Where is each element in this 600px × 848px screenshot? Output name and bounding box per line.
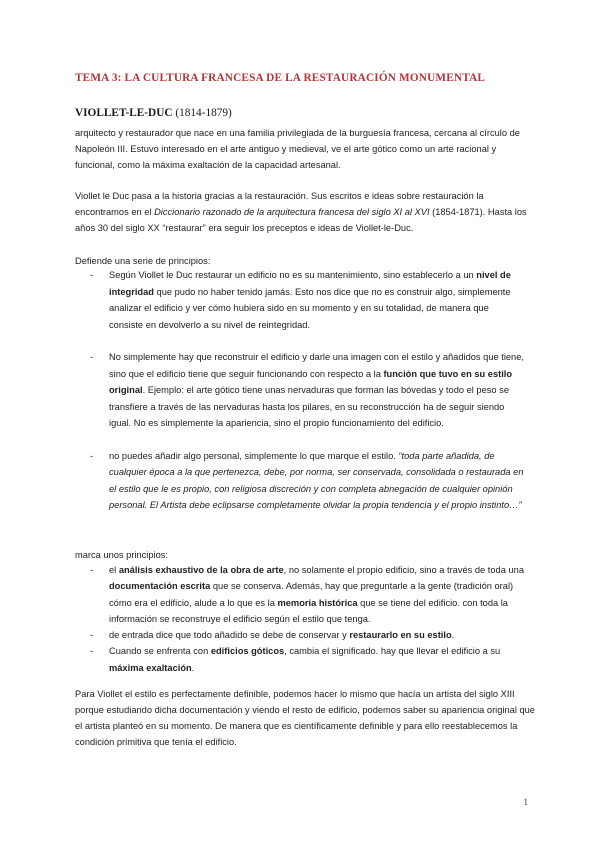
list-item xyxy=(90,562,525,627)
text-run: No simplemente hay que reconstruir el edificio y darle una imagen con el estilo y añadidos que tiene, sino que el edificio tiene que seguir funcionando con respecto a la xyxy=(109,352,524,379)
text-run: el xyxy=(109,565,119,575)
bold-text: memoria histórica xyxy=(277,597,358,608)
heading-name: VIOLLET-LE-DUC xyxy=(75,107,173,119)
text-run: (1854-1871). Hasta los años 30 del siglo XX “restaurar” era seguir los preceptos e ideas de Viollet-le-Duc. xyxy=(75,207,527,233)
text-run: . xyxy=(451,630,455,641)
paragraph-restoration xyxy=(75,188,535,236)
quote-text: “toda parte añadida, de cualquier época a la que pertenezca, debe, por norma, ser conservada, consolidada o restaurada en el estilo que le es propio, con religiosa discreción y con completa abnegación de cualquier opinión personal. El Artista debe eclipsarse completamente olvidar la propia tendencia y el propio instinto…” xyxy=(109,450,524,510)
list-item xyxy=(90,643,525,676)
paragraph-marks-principles: marca unos principios: xyxy=(75,550,169,560)
text-run: que pudo no haber tenido jamás. Esto nos dice que no es construir algo, simplemente analizar el edificio y ver cómo hubiera sido en su momento y en su totalidad, de manera que consiste en devolverlo a su nivel de reintegridad. xyxy=(109,286,511,330)
text-run: que se conserva. Además, hay que preguntarle a la gente (tradición oral) cómo era el edificio, alude a lo que es la xyxy=(109,581,514,608)
text-run: Viollet le Duc pasa a la historia gracias a la restauración. Sus escritos e ideas sobre restauración la encontramos en el xyxy=(75,191,484,217)
list-bullet: - xyxy=(90,646,94,657)
text-run: Según Viollet le Duc restaurar un edificio no es su mantenimiento, sino establecerlo a un xyxy=(109,270,477,280)
bold-text: documentación escrita xyxy=(109,581,211,592)
section-heading xyxy=(75,107,232,119)
bold-text: función que tuvo en su estilo original xyxy=(109,368,513,395)
text-run: , no solamente el propio edificio, sino a través de toda una xyxy=(283,565,524,575)
book-title: Diccionario razonado de la arquitectura francesa del siglo XI al XVI xyxy=(154,207,430,217)
paragraph-principles-intro: Defiende una serie de principios: xyxy=(75,256,211,266)
bold-text: análisis exhaustivo de la obra de arte xyxy=(118,565,284,575)
document-title: TEMA 3: LA CULTURA FRANCESA DE LA RESTAURACIÓN MONUMENTAL xyxy=(75,72,486,84)
page-number: 1 xyxy=(523,797,528,807)
text-run: . xyxy=(191,662,195,673)
list-item xyxy=(90,627,525,643)
list-bullet: - xyxy=(90,270,94,280)
list-bullet: - xyxy=(90,450,94,461)
principles-list xyxy=(90,267,525,530)
paragraph-conclusion: Para Viollet el estilo es perfectamente definible, podemos hacer lo mismo que hacía un artista del siglo XIII porque estudiando dicha documentación y viendo el resto de edificio, podemos saber su apariencia original que el artista planteó en su momento. De manera que es científicamente definible y para ello reestablecemos la condición primitiva que tenía el edificio. xyxy=(75,689,535,747)
list-bullet: - xyxy=(90,352,94,362)
bold-text: restaurarlo en su estilo xyxy=(349,630,452,641)
paragraph-intro: arquitecto y restaurador que nace en una familia privilegiada de la burguesía francesa, cercana al círculo de Napoleón III. Estuvo interesado en el arte antiguo y medieval, ve el arte gótico como un arte racional y funcional, como la máxima exaltación de la capacidad artesanal. xyxy=(75,128,520,170)
text-run: . Ejemplo: el arte gótico tiene unas nervaduras que forman las bóvedas y todo el peso se transfiere a través de las nervaduras hasta los pilares, en su reconstrucción ha de seguir siendo igual. No es simplemente la apariencia, sino el propio funcionamiento del edificio. xyxy=(109,385,509,428)
text-run: , cambia el significado. hay que llevar el edificio a su xyxy=(284,646,501,657)
bold-text: edificios góticos xyxy=(210,646,285,657)
method-list xyxy=(90,562,525,676)
heading-years: (1814-1879) xyxy=(175,107,232,119)
list-item xyxy=(90,349,525,432)
list-item xyxy=(90,448,525,514)
list-bullet: - xyxy=(90,630,94,641)
list-bullet: - xyxy=(90,565,94,575)
text-run: Cuando se enfrenta con xyxy=(109,646,211,657)
bold-text: máxima exaltación xyxy=(109,662,192,673)
text-run: de entrada dice que todo añadido se debe de conservar y xyxy=(109,630,350,641)
text-run: no puedes añadir algo personal, simplemente lo que marque el estilo. xyxy=(109,450,399,461)
text-run: que se tiene del edificio. con toda la información se reconstruye el edificio según el estilo que tenga. xyxy=(109,597,508,624)
list-item xyxy=(90,267,525,333)
bold-text: nivel de integridad xyxy=(109,270,511,297)
